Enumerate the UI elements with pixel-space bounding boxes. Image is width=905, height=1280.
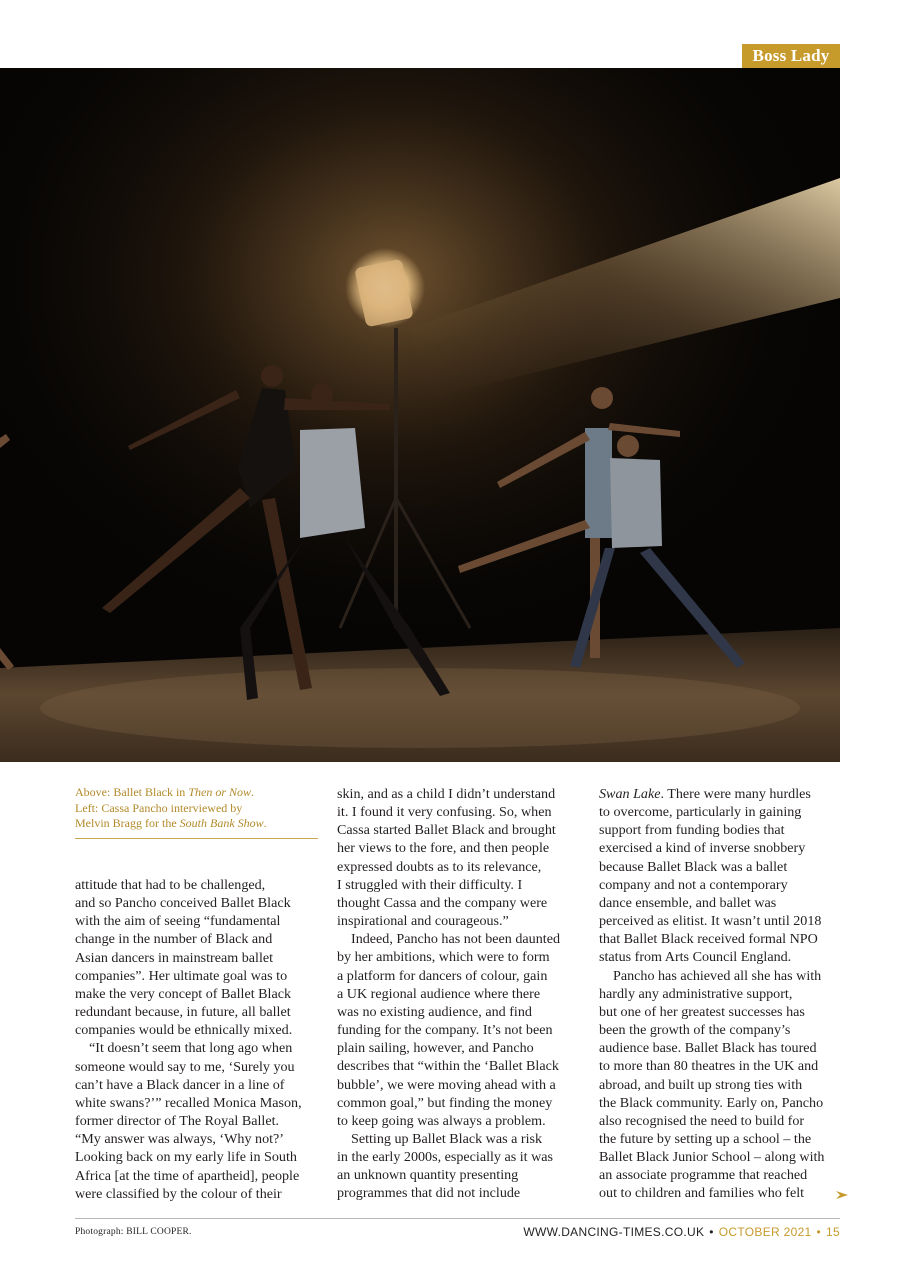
column-line: abroad, and built up strong ties with bbox=[599, 1076, 803, 1093]
column-line: dance ensemble, and ballet was bbox=[599, 894, 777, 911]
column-line: audience base. Ballet Black has toured bbox=[599, 1040, 817, 1057]
page-number: 15 bbox=[826, 1225, 840, 1239]
column-line: were classified by the colour of their bbox=[75, 1185, 282, 1202]
column-line: the future by setting up a school – the bbox=[599, 1130, 812, 1147]
article-column-3 bbox=[599, 785, 844, 1203]
issue-date: OCTOBER 2021 bbox=[718, 1225, 812, 1239]
column-line: was no existing audience, and find bbox=[337, 1003, 532, 1020]
column-line: company and not a contemporary bbox=[599, 876, 788, 893]
column-line: Cassa started Ballet Black and brought bbox=[337, 822, 556, 839]
column-line: plain sailing, however, and Pancho bbox=[337, 1040, 534, 1057]
column-line: programmes that did not include bbox=[337, 1185, 521, 1202]
photo-credit: Photograph: BILL COOPER. bbox=[75, 1227, 192, 1237]
column-line: thought Cassa and the company were bbox=[337, 894, 548, 911]
column-line: exercised a kind of inverse snobbery bbox=[599, 840, 806, 857]
bullet-separator: • bbox=[709, 1225, 714, 1239]
column-line: Asian dancers in mainstream ballet bbox=[75, 949, 274, 966]
column-line-text: . There were many hurdles bbox=[660, 786, 811, 802]
column-line: Pancho has achieved all she has with bbox=[613, 967, 822, 984]
ballet-performance-photo-icon bbox=[0, 68, 840, 762]
column-line: Ballet Black Junior School – along with bbox=[599, 1149, 825, 1166]
column-line: expressed doubts as to its relevance, bbox=[337, 858, 542, 875]
column-line: attitude that had to be challenged, bbox=[75, 877, 266, 893]
column-line: Looking back on my early life in South bbox=[75, 1149, 297, 1166]
column-line: it. I found it very confusing. So, when bbox=[337, 804, 552, 821]
article-column-1 bbox=[75, 876, 320, 1203]
column-line: also recognised the need to build for bbox=[599, 1112, 805, 1129]
column-line: Setting up Ballet Black was a risk bbox=[351, 1130, 543, 1147]
column-line: in the early 2000s, especially as it was bbox=[337, 1149, 554, 1166]
column-line: white swans?’” recalled Monica Mason, bbox=[75, 1094, 302, 1111]
photo-caption bbox=[75, 785, 318, 839]
column-line: by her ambitions, which were to form bbox=[337, 949, 550, 966]
column-line: Africa [at the time of apartheid], people bbox=[75, 1167, 300, 1184]
page-folio bbox=[523, 1225, 840, 1239]
column-line: but one of her greatest successes has bbox=[599, 1003, 805, 1020]
column-line: can’t have a Black dancer in a line of bbox=[75, 1076, 285, 1093]
article-column-2 bbox=[337, 785, 582, 1203]
caption-text: Melvin Bragg for the bbox=[75, 816, 180, 830]
column-line: been the growth of the company’s bbox=[599, 1022, 791, 1039]
column-line: inspirational and courageous.” bbox=[337, 913, 509, 930]
column-line: funding for the company. It’s not been bbox=[337, 1022, 553, 1039]
column-line: perceived as elitist. It wasn’t until 2018 bbox=[599, 913, 822, 930]
column-line: former director of The Royal Ballet. bbox=[75, 1113, 280, 1130]
caption-title: South Bank Show bbox=[179, 816, 264, 830]
column-line: “My answer was always, ‘Why not?’ bbox=[75, 1131, 284, 1148]
bullet-separator: • bbox=[816, 1225, 822, 1239]
column-line: I struggled with their difficulty. I bbox=[337, 876, 523, 893]
column-line: Indeed, Pancho has not been daunted bbox=[351, 931, 560, 948]
column-line bbox=[599, 785, 844, 803]
column-line: companies would be ethnically mixed. bbox=[75, 1022, 293, 1039]
caption-title: Then or Now bbox=[188, 785, 251, 799]
column-line: that Ballet Black received formal NPO bbox=[599, 931, 818, 948]
caption-text: Above: Ballet Black in bbox=[75, 785, 189, 799]
column-line: bubble’, we were moving ahead with a bbox=[337, 1076, 556, 1093]
column-line: a UK regional audience where there bbox=[337, 985, 541, 1002]
column-line: describes that “within the ‘Ballet Black bbox=[337, 1058, 559, 1075]
column-line: common goal,” but finding the money bbox=[337, 1094, 553, 1111]
column-line: because Ballet Black was a ballet bbox=[599, 858, 788, 875]
column-line: change in the number of Black and bbox=[75, 931, 273, 948]
column-line: “It doesn’t seem that long ago when bbox=[89, 1040, 293, 1057]
column-line: make the very concept of Ballet Black bbox=[75, 985, 292, 1002]
column-line: redundant because, in future, all ballet bbox=[75, 1004, 291, 1021]
caption-line-1 bbox=[75, 785, 318, 801]
column-line: a platform for dancers of colour, gain bbox=[337, 967, 548, 984]
column-line: companies”. Her ultimate goal was to bbox=[75, 967, 288, 984]
website-link[interactable]: WWW.DANCING-TIMES.CO.UK bbox=[523, 1225, 705, 1239]
column-line: to keep going was always a problem. bbox=[337, 1112, 546, 1129]
column-line: to overcome, particularly in gaining bbox=[599, 804, 802, 821]
column-line: with the aim of seeing “fundamental bbox=[75, 913, 281, 930]
column-line: skin, and as a child I didn’t understand bbox=[337, 786, 556, 802]
section-tag: Boss Lady bbox=[742, 44, 840, 68]
column-line: status from Arts Council England. bbox=[599, 949, 792, 966]
column-line: support from funding bodies that bbox=[599, 822, 785, 839]
performance-photo bbox=[0, 68, 840, 762]
caption-line-3 bbox=[75, 816, 318, 832]
continue-arrow-icon bbox=[835, 1188, 849, 1202]
caption-text: . bbox=[263, 816, 267, 830]
column-line: out to children and families who felt bbox=[599, 1185, 805, 1202]
column-line: to more than 80 theatres in the UK and bbox=[599, 1058, 819, 1075]
caption-text: . bbox=[251, 785, 254, 799]
column-line: hardly any administrative support, bbox=[599, 985, 793, 1002]
column-line: someone would say to me, ‘Surely you bbox=[75, 1058, 295, 1075]
column-line: and so Pancho conceived Ballet Black bbox=[75, 895, 291, 912]
column-line: the Black community. Early on, Pancho bbox=[599, 1094, 824, 1111]
footer-rule bbox=[75, 1218, 840, 1219]
caption-line-2: Left: Cassa Pancho interviewed by bbox=[75, 800, 243, 815]
column-line: her views to the fore, and then people bbox=[337, 840, 550, 857]
italic-title: Swan Lake bbox=[599, 786, 661, 802]
column-line: an associate programme that reached bbox=[599, 1167, 808, 1184]
column-line: an unknown quantity presenting bbox=[337, 1167, 519, 1184]
